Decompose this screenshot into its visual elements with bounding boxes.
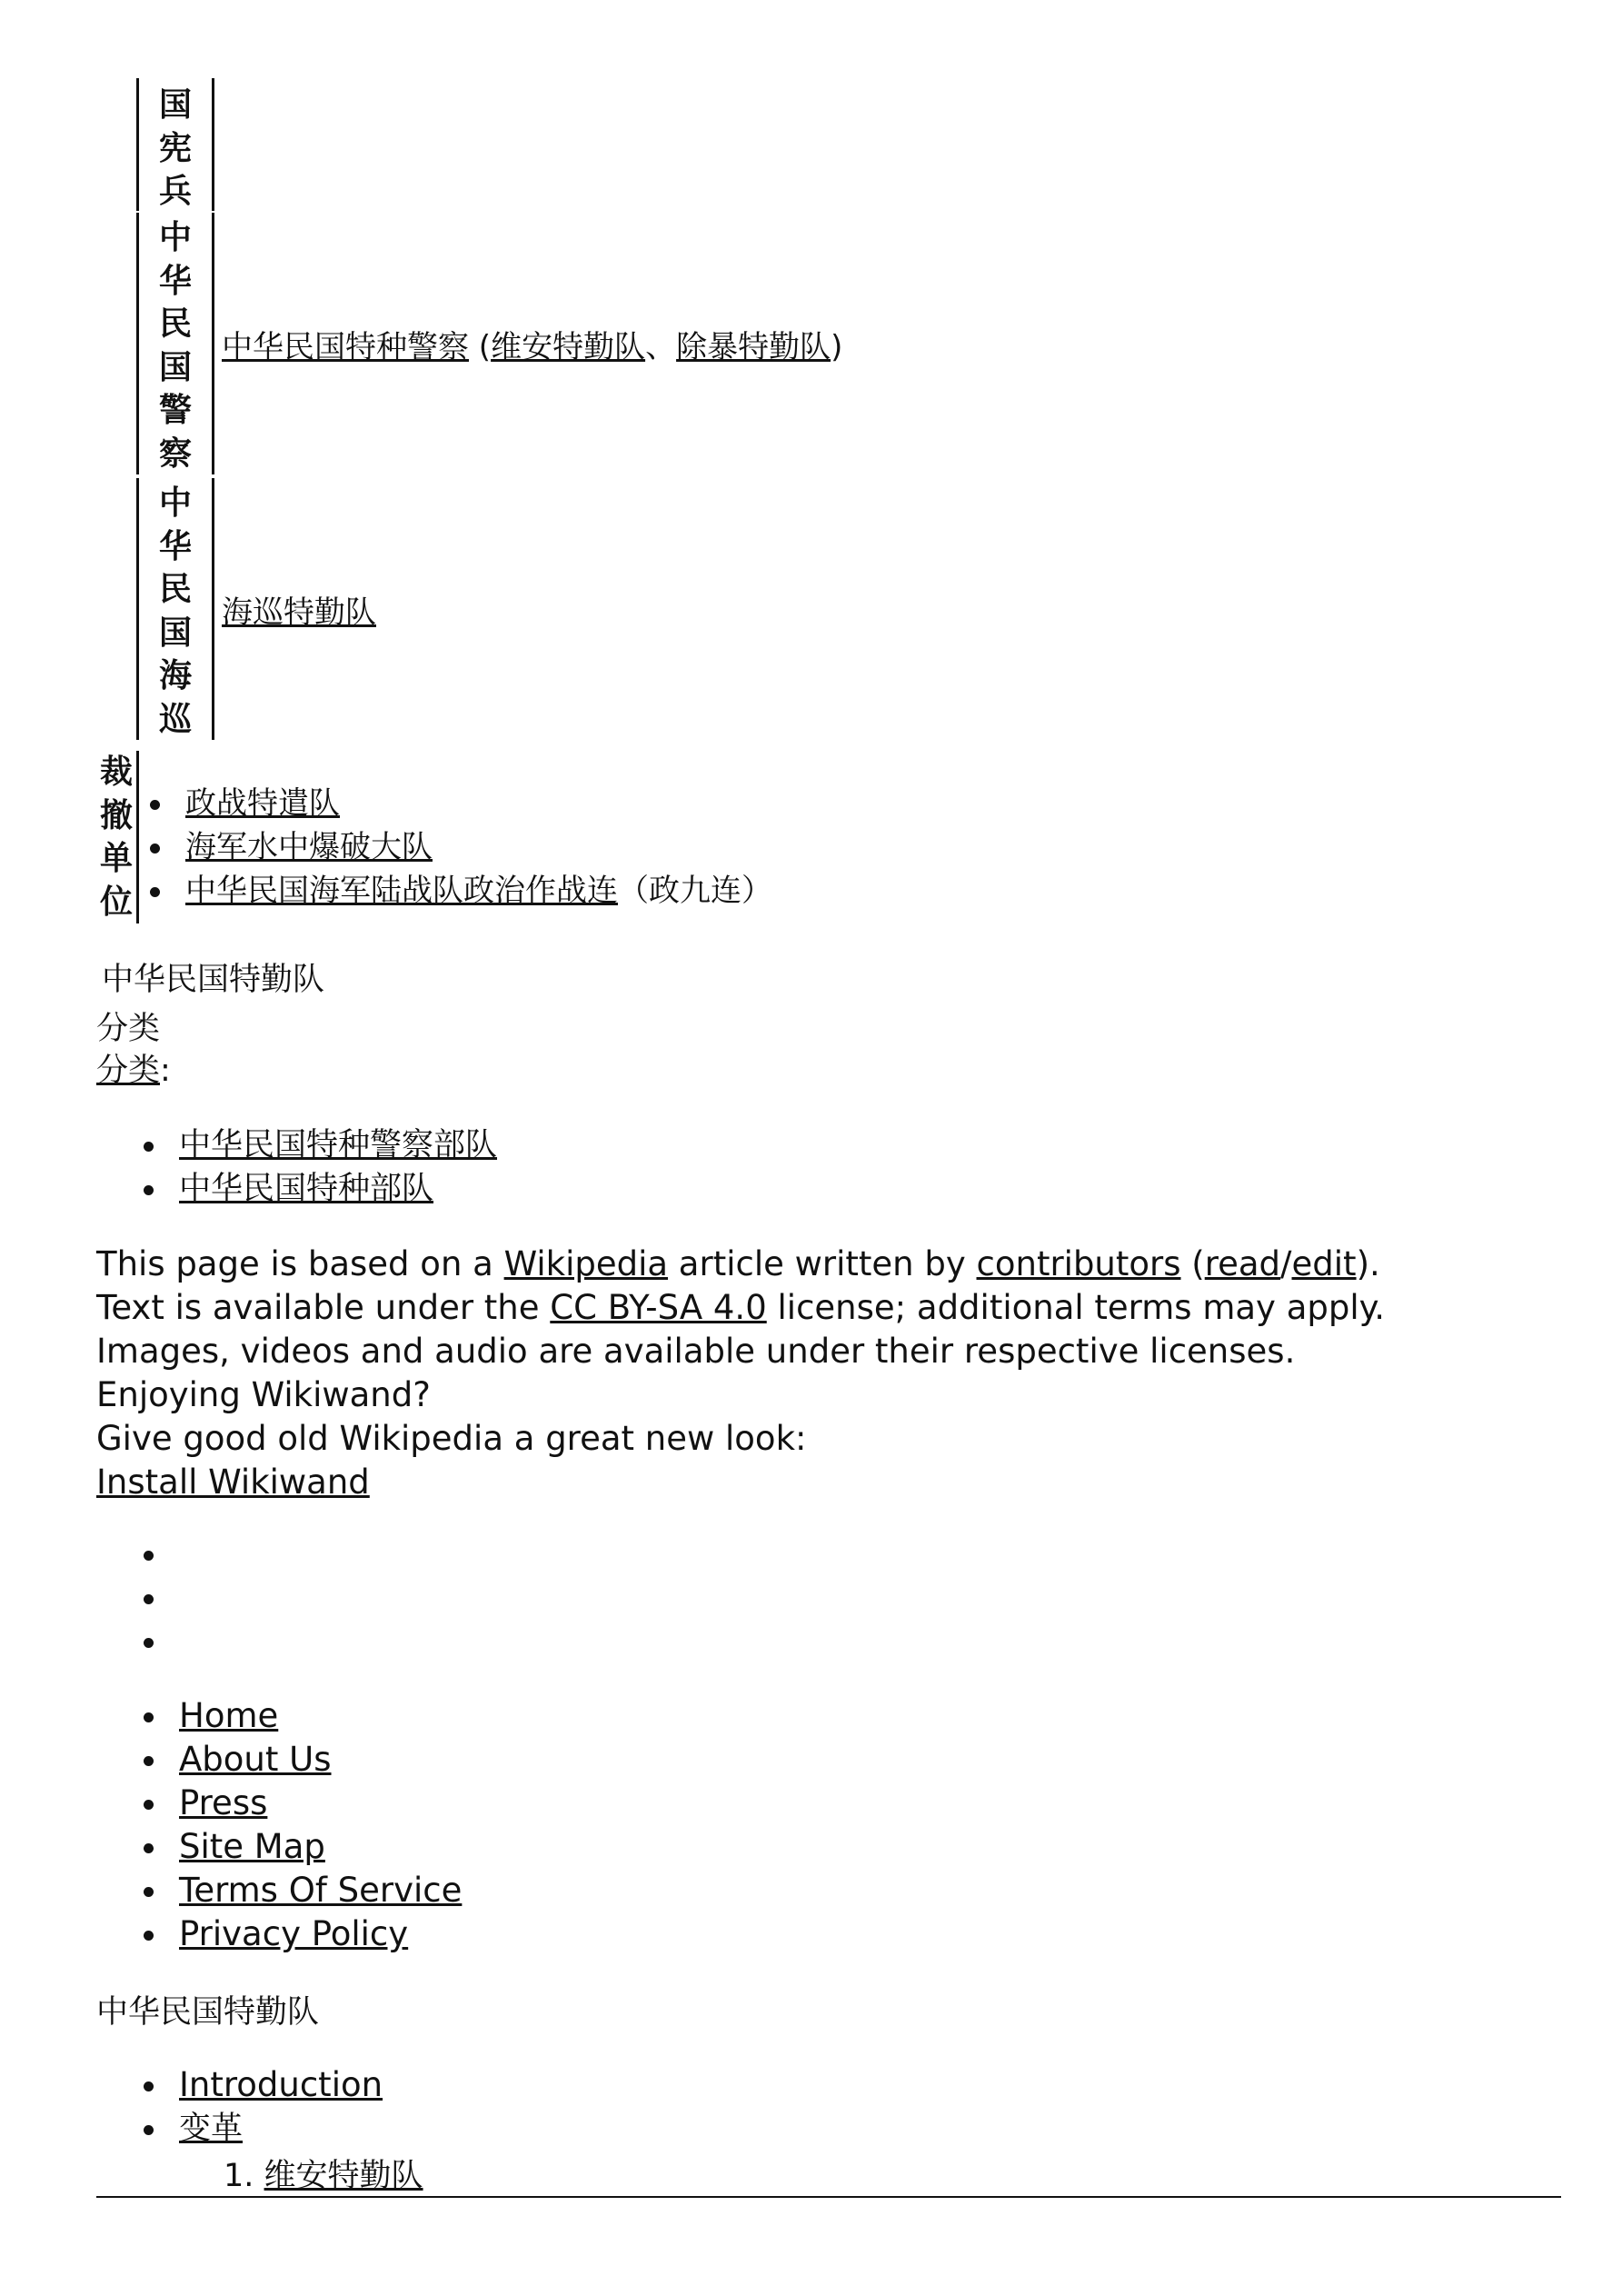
list-item: [103, 869, 772, 913]
list-item: [96, 1869, 462, 1912]
list-item: [96, 1782, 462, 1825]
link-anti-violence-squad[interactable]: 除暴特勤队: [676, 328, 831, 365]
colon: :: [160, 1053, 171, 1089]
list-item: [103, 782, 772, 825]
footer-text: ).: [1356, 1244, 1380, 1283]
categories-heading: 分类: [96, 1011, 161, 1047]
list-item: [96, 1123, 497, 1167]
separator: (: [469, 328, 492, 365]
navbox-title: 中华民国特勤队: [102, 962, 325, 998]
separator: ): [831, 328, 843, 365]
toc-title: 中华民国特勤队: [96, 1994, 320, 2031]
list-item: [96, 1738, 462, 1782]
retired-units: [96, 751, 772, 923]
footer-line: Give good old Wikipedia a great new look:: [96, 1419, 807, 1458]
toc-thunder-squad-link[interactable]: 维安特勤队: [264, 2158, 423, 2194]
footer-text: This page is based on a: [96, 1244, 504, 1283]
site-links: [96, 1694, 462, 1956]
categories-label-line: [96, 1045, 171, 1091]
list-item: [96, 2107, 383, 2151]
retired-suffix: （政九连）: [618, 873, 772, 909]
footer-text: /: [1280, 1244, 1292, 1283]
unit-row-coast-guard: [136, 478, 376, 740]
about-us-link[interactable]: About Us: [179, 1740, 332, 1779]
toc-list: [96, 2063, 383, 2151]
read-link[interactable]: read: [1204, 1244, 1281, 1283]
retired-link[interactable]: 中华民国海军陆战队政治作战连: [185, 873, 618, 909]
unit-header: 国宪兵: [139, 78, 214, 211]
link-special-police[interactable]: 中华民国特种警察: [222, 328, 469, 365]
unit-header: 中华民国海巡: [139, 478, 214, 740]
list-item: [96, 2063, 383, 2107]
footer-text: Text is available under the: [96, 1288, 551, 1327]
divider: [96, 2196, 1561, 2198]
list-item: [96, 1912, 462, 1956]
social-list: [96, 1532, 179, 1663]
toc-sub-number: 1.: [224, 2158, 254, 2194]
retired-link[interactable]: 政战特遣队: [185, 785, 340, 822]
list-item: [96, 1167, 497, 1211]
footer-line: [96, 1286, 1385, 1330]
terms-link[interactable]: Terms Of Service: [179, 1871, 463, 1910]
install-wikiwand-link[interactable]: Install Wikiwand: [96, 1462, 370, 1502]
edit-link[interactable]: edit: [1291, 1244, 1357, 1283]
privacy-link[interactable]: Privacy Policy: [179, 1914, 409, 1953]
retired-link[interactable]: 海军水中爆破大队: [185, 829, 433, 865]
list-item: [103, 825, 772, 869]
contributors-link[interactable]: contributors: [976, 1244, 1181, 1283]
footer-line: Images, videos and audio are available under their respective licenses.: [96, 1332, 1296, 1371]
separator: 、: [645, 328, 677, 365]
unit-row-military-police: [136, 78, 214, 211]
social-item[interactable]: [96, 1576, 179, 1620]
license-link[interactable]: CC BY-SA 4.0: [550, 1288, 767, 1327]
footer-text: license; additional terms may apply.: [766, 1288, 1386, 1327]
unit-row-police: [136, 213, 842, 474]
link-thunder-squad[interactable]: 维安特勤队: [491, 328, 646, 365]
unit-police-links: [214, 322, 842, 366]
footer-line: Enjoying Wikiwand?: [96, 1375, 431, 1414]
social-item[interactable]: [96, 1532, 179, 1576]
home-link[interactable]: Home: [179, 1696, 279, 1735]
footer-text: (: [1180, 1244, 1205, 1283]
footer-text: article written by: [668, 1244, 977, 1283]
wikipedia-link[interactable]: Wikipedia: [503, 1244, 669, 1283]
category-list: [96, 1123, 497, 1211]
footer-line: [96, 1461, 1385, 1504]
footer-line: [96, 1243, 1385, 1286]
list-item: [96, 1694, 462, 1738]
categories-link[interactable]: 分类: [96, 1053, 161, 1089]
category-link[interactable]: 中华民国特种警察部队: [179, 1127, 498, 1163]
footer-info: [96, 1243, 1385, 1504]
retired-list: [103, 782, 772, 923]
site-map-link[interactable]: Site Map: [179, 1827, 325, 1866]
category-link[interactable]: 中华民国特种部队: [179, 1171, 434, 1207]
toc-subitem: [224, 2151, 423, 2196]
list-item: [96, 1825, 462, 1869]
unit-coast-guard-links: [214, 587, 376, 632]
social-item[interactable]: [96, 1620, 179, 1663]
toc-reform-link[interactable]: 变革: [179, 2111, 244, 2147]
unit-header: 中华民国警察: [139, 213, 214, 474]
link-coast-guard-special-unit[interactable]: 海巡特勤队: [222, 594, 376, 631]
press-link[interactable]: Press: [179, 1783, 268, 1822]
retired-header: 裁撤单位: [96, 751, 139, 923]
toc-introduction-link[interactable]: Introduction: [179, 2065, 383, 2104]
